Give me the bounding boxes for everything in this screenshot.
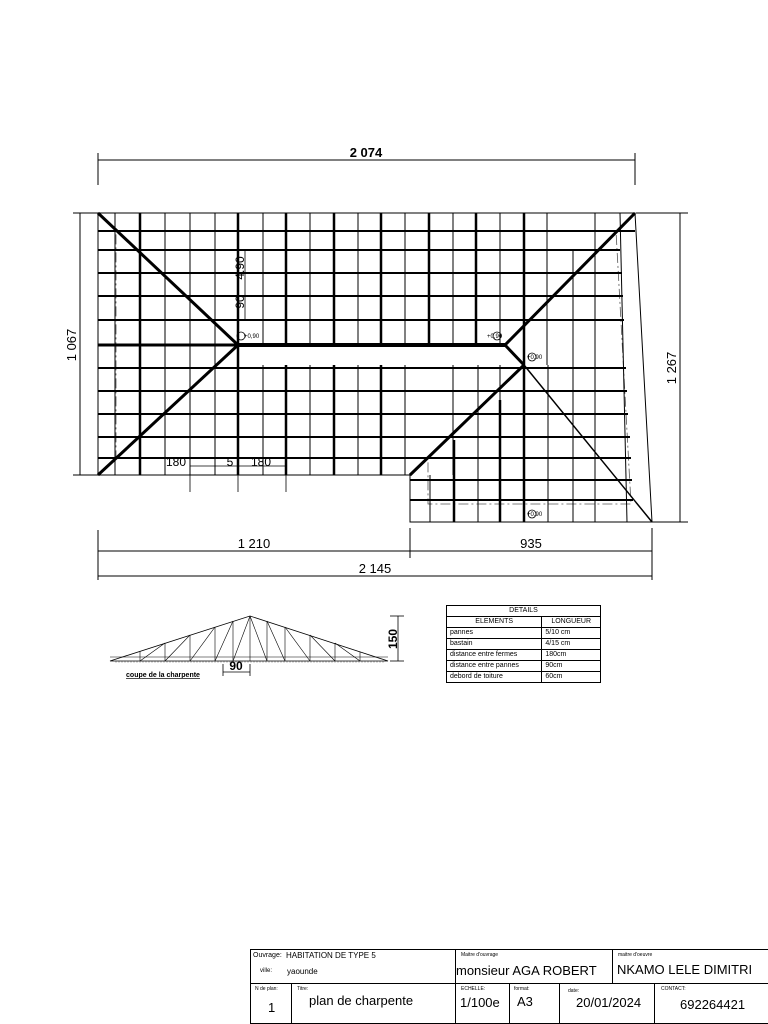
details-length: 5/10 cm xyxy=(542,628,601,639)
dimension-top-label: 2 074 xyxy=(349,145,383,160)
scale-value: 1/100e xyxy=(460,995,500,1010)
table-row xyxy=(447,639,601,650)
ouvrage-cell xyxy=(250,949,456,984)
title-value: plan de charpente xyxy=(309,993,414,1008)
details-element: debord de toiture xyxy=(447,672,542,683)
contact-label: CONTACT: xyxy=(661,986,686,992)
dimension-right-label: 1 267 xyxy=(664,351,679,385)
date-label: date: xyxy=(568,988,580,994)
table-row xyxy=(447,661,601,672)
maitre-ouvrage-value: monsieur AGA ROBERT xyxy=(456,963,597,978)
ville-label: ville: xyxy=(260,968,273,974)
roof-plan xyxy=(98,213,652,522)
dimension-spacing-horizontal xyxy=(190,460,286,492)
section-height-label: 150 xyxy=(386,628,400,650)
details-length: 180cm xyxy=(542,650,601,661)
table-row xyxy=(447,672,601,683)
dimension-spacing-mid: 5 xyxy=(226,455,234,469)
plan-number-cell xyxy=(250,983,292,1024)
dimension-spacing-left: 180 xyxy=(165,455,187,469)
dimension-spacing-v2: 90 xyxy=(233,295,247,309)
maitre-oeuvre-label: maitre d'oeuvre xyxy=(618,952,653,958)
hip-label: +0,90 xyxy=(244,334,260,340)
details-header-elements: ELEMENTS xyxy=(447,617,542,628)
hip-label: +0,90 xyxy=(527,355,543,361)
section-caption: coupe de la charpente xyxy=(126,672,200,679)
contact-value: 692264421 xyxy=(680,997,746,1012)
format-label: format: xyxy=(514,986,530,992)
title-cell xyxy=(291,983,456,1024)
scale-cell xyxy=(455,983,510,1024)
hip-markers xyxy=(237,332,536,518)
table-row xyxy=(447,650,601,661)
dimension-bottom-left-label: 1 210 xyxy=(237,536,271,551)
date-value: 20/01/2024 xyxy=(576,995,642,1010)
title-label: Titre: xyxy=(297,986,309,992)
dimension-left-label: 1 067 xyxy=(64,328,79,362)
ville-value: yaounde xyxy=(287,967,318,976)
hip-label: +0,90 xyxy=(527,512,543,518)
details-length: 4/15 cm xyxy=(542,639,601,650)
dimension-spacing-right: 180 xyxy=(250,455,272,469)
title-block xyxy=(250,949,768,1024)
contact-cell xyxy=(654,983,768,1024)
maitre-ouvrage-label: Maitre d'ouvrage xyxy=(461,952,499,958)
details-length: 90cm xyxy=(542,661,601,672)
ouvrage-value: HABITATION DE TYPE 5 xyxy=(286,951,376,960)
format-cell xyxy=(509,983,560,1024)
details-table xyxy=(446,605,601,683)
details-element: distance entre pannes xyxy=(447,661,542,672)
maitre-oeuvre-cell xyxy=(612,949,768,984)
details-header-length: LONGUEUR xyxy=(542,617,601,628)
maitre-oeuvre-value: NKAMO LELE DIMITRI xyxy=(617,962,753,977)
details-element: pannes xyxy=(447,628,542,639)
section-width-label: 90 xyxy=(229,659,243,673)
details-length: 60cm xyxy=(542,672,601,683)
date-cell xyxy=(559,983,655,1024)
dimension-bottom-right-label: 935 xyxy=(520,536,542,551)
ouvrage-label: Ouvrage: xyxy=(253,952,282,959)
dimension-spacing-v1: 4.90 xyxy=(233,256,247,280)
dimension-bottom-total-label: 2 145 xyxy=(358,561,392,576)
details-element: bastain xyxy=(447,639,542,650)
details-title: DETAILS xyxy=(447,606,601,617)
truss-section xyxy=(110,616,388,662)
maitre-ouvrage-cell xyxy=(455,949,613,984)
plan-number-label: N de plan: xyxy=(255,986,278,992)
hip-label: +0,90 xyxy=(487,334,503,340)
format-value: A3 xyxy=(517,994,533,1009)
plan-number-value: 1 xyxy=(268,1000,276,1015)
table-row xyxy=(447,628,601,639)
details-element: distance entre fermes xyxy=(447,650,542,661)
scale-label: ECHELLE: xyxy=(461,986,486,992)
